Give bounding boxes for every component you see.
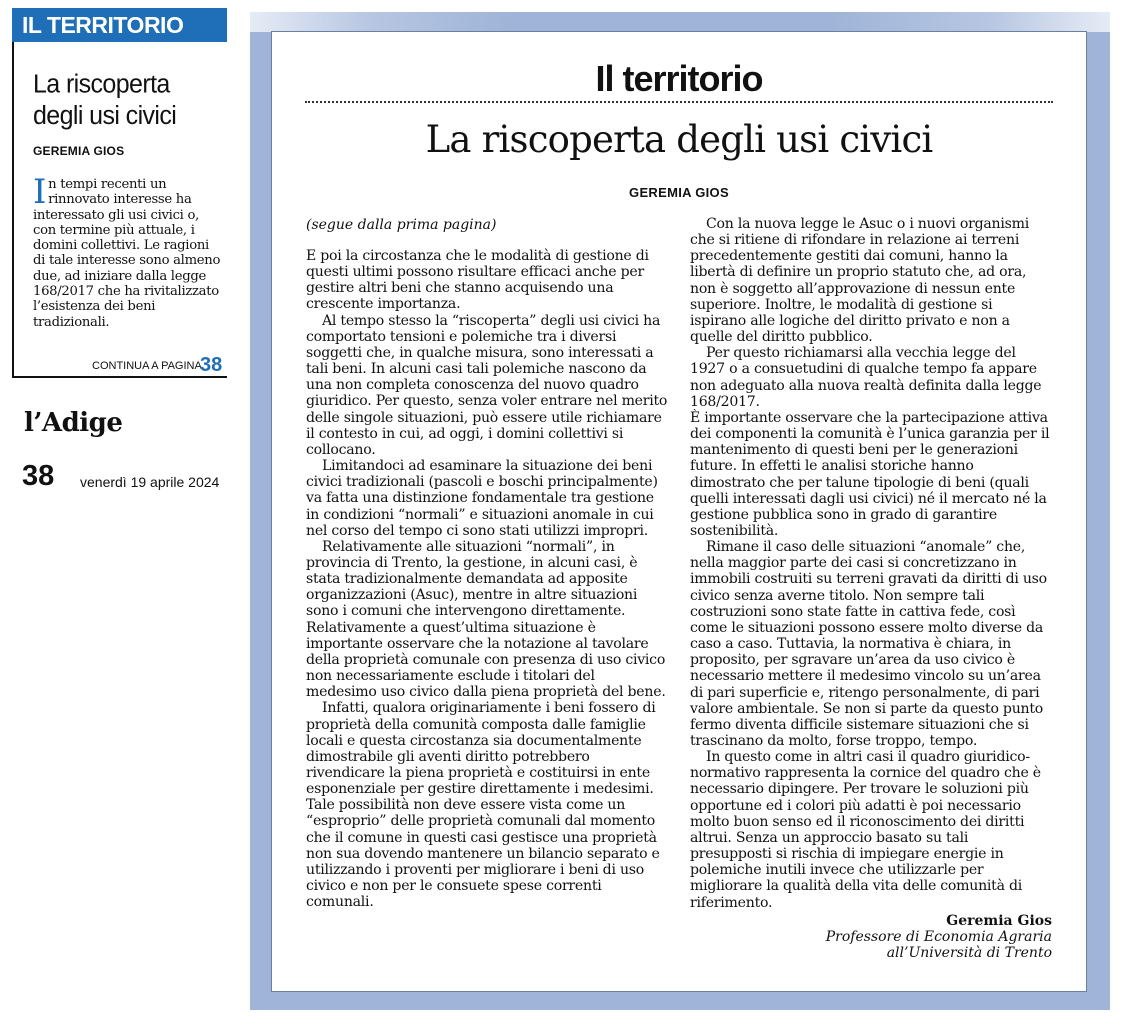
paragraph: Con la nuova legge le Asuc o i nuovi organismi che si ritiene di rifondare in relazione ai terreni precedentemente gestiti dai comuni, hanno la libertà di definire un proprio statuto che, ad ora, non è soggetto all’approvazione di nessun ente superiore. Inoltre, le modalità di gestione si ispirano alle logiche del diritto privato e non a quelle del diritto pubblico. [690,216,1029,346]
segue-note: (segue dalla prima pagina) [306,217,497,233]
frame-highlight [250,12,1110,32]
byline: GEREMIA GIOS [629,185,729,200]
headline: La riscoperta degli usi civici [425,118,933,161]
paragraph: Infatti, qualora originariamente i beni fossero di proprietà della comunità composta dalle famiglie locali e questa circostanza sia documentalmente dimostrabile gli aventi diritto potrebbero rivendicare la piena proprietà e costituirsi in ente esponenziale per gestire direttamente i medesimi. Tale possibilità non deve essere vista come un “esproprio” delle proprietà comunali dal momento che il comune in questi casi gestisce una proprietà non sua dovendo mantenere un bilancio separato e utilizzando i proventi per migliorare i beni di uso civico e non per le consuete spese correnti comunali. [306,700,660,911]
paragraph: Rimane il caso delle situazioni “anomale” che, nella maggior parte dei casi si concretizzano in immobili costruiti su terreni gravati da diritti di uso civico senza averne titolo. Non sempre tali costruzioni sono state fatte in cattiva fede, così come le situazioni possono essere molto diverse da caso a caso. Tuttavia, la normativa è chiara, in proposito, per sgravare un’area da uso civico è necessario mettere il medesimo vincolo su un’area di pari superficie e, ritengo personalmente, di pari valore ambientale. Se non si parte da questo punto fermo diventa difficile sistemare situazioni che si trascinano da molto, forse troppo, tempo. [690,539,1047,749]
sidebar-section-header: IL TERRITORIO [12,8,227,42]
paragraph: In questo come in altri casi il quadro giuridico-normativo rappresenta la cornice del quadro che è necessario dipingere. Per trovare le soluzioni più opportune ed i colori più adatti è poi necessario molto buon senso ed il riconoscimento dei diritti altrui. Senza un approccio basato su tali presupposti si rischia di impiegare energie in polemiche inutili invece che utilizzarle per migliorare la qualità della vita delle comunità di riferimento. [690,749,1041,911]
paragraph: È importante osservare che la partecipazione attiva dei componenti la comunità è l’unica garanzia per il mantenimento di questi beni per le generazioni future. In effetti le analisi storiche hanno dimostrato che per talune tipologie di beni (quali quelli interessati dagli usi civici) né il mercato né la gestione pubblica sono in grado di garantire sostenibilità. [690,409,1050,539]
section-title: Il territorio [595,58,763,99]
article-column-2 [690,216,1052,911]
paragraph: E poi la circostanza che le modalità di gestione di questi ultimi possono risultare efficaci anche per gestire altri beni che stanno acquisendo una crescente importanza. [306,248,649,313]
page-number: 38 [22,460,55,492]
publication-date: venerdì 19 aprile 2024 [80,474,220,490]
sidebar-teaser [33,172,223,330]
continue-label[interactable]: CONTINUA A PAGINA [92,360,202,372]
newspaper-name: l’Adige [24,408,123,438]
continue-page-number[interactable]: 38 [200,354,223,376]
paragraph: Limitandoci ad esaminare la situazione dei beni civici tradizionali (pascoli e boschi principalmente) va fatta una distinzione fondamentale tra gestione in condizioni “normali” e situazioni anomale in cui nel corso del tempo ci sono stati utilizzi impropri. [306,458,658,539]
paragraph: Al tempo stesso la “riscoperta” degli usi civici ha comportato tensioni e polemiche tra i diversi soggetti che, in qualche misura, sono interessati a tali beni. In alcuni casi tali polemiche nascono da una non completa conoscenza del nuovo quadro giuridico. Per questo, senza voler entrare nel merito delle singole situazioni, può essere utile richiamare il contesto in cui, ad oggi, i domini collettivi si collocano. [306,312,668,458]
paragraph: Relativamente alle situazioni “normali”, in provincia di Trento, la gestione, in alcuni casi, è stata tradizionalmente demandata ad apposite organizzazioni (Asuc), mentre in altre situazioni sono i comuni che intervengono direttamente. Relativamente a quest’ultima situazione è importante osservare che la notazione al tavolare della proprietà comunale con presenza di uso civico non necessariamente esclude i titolari del medesimo uso civico dalla piena proprietà del bene. [306,538,666,701]
dotted-divider [305,101,1053,103]
signature-role-line-1: Professore di Economia Agraria [825,929,1052,945]
sidebar-author: GEREMIA GIOS [33,144,125,158]
sidebar-title[interactable]: La riscoperta degli usi civici [33,69,177,131]
signature-name: Geremia Gios [946,913,1052,929]
paragraph: Per questo richiamarsi alla vecchia legge del 1927 o a consuetudini di qualche tempo fa appare non adeguato alla nuova realtà definita dalla legge 168/2017. [690,345,1042,410]
signature-role-line-2: all’Università di Trento [886,945,1052,961]
teaser-text: n tempi recenti un rinnovato interesse ha interessato gli usi civici o, con termine più attuale, i domini collettivi. Le ragioni di tale interesse sono almeno due, ad iniziare dalla legge 168/2017 che ha rivitalizzato l’esistenza dei beni tradizionali. [33,177,221,330]
signature [826,913,1052,961]
article-column-1 [306,248,668,910]
drop-cap: I [33,172,47,212]
